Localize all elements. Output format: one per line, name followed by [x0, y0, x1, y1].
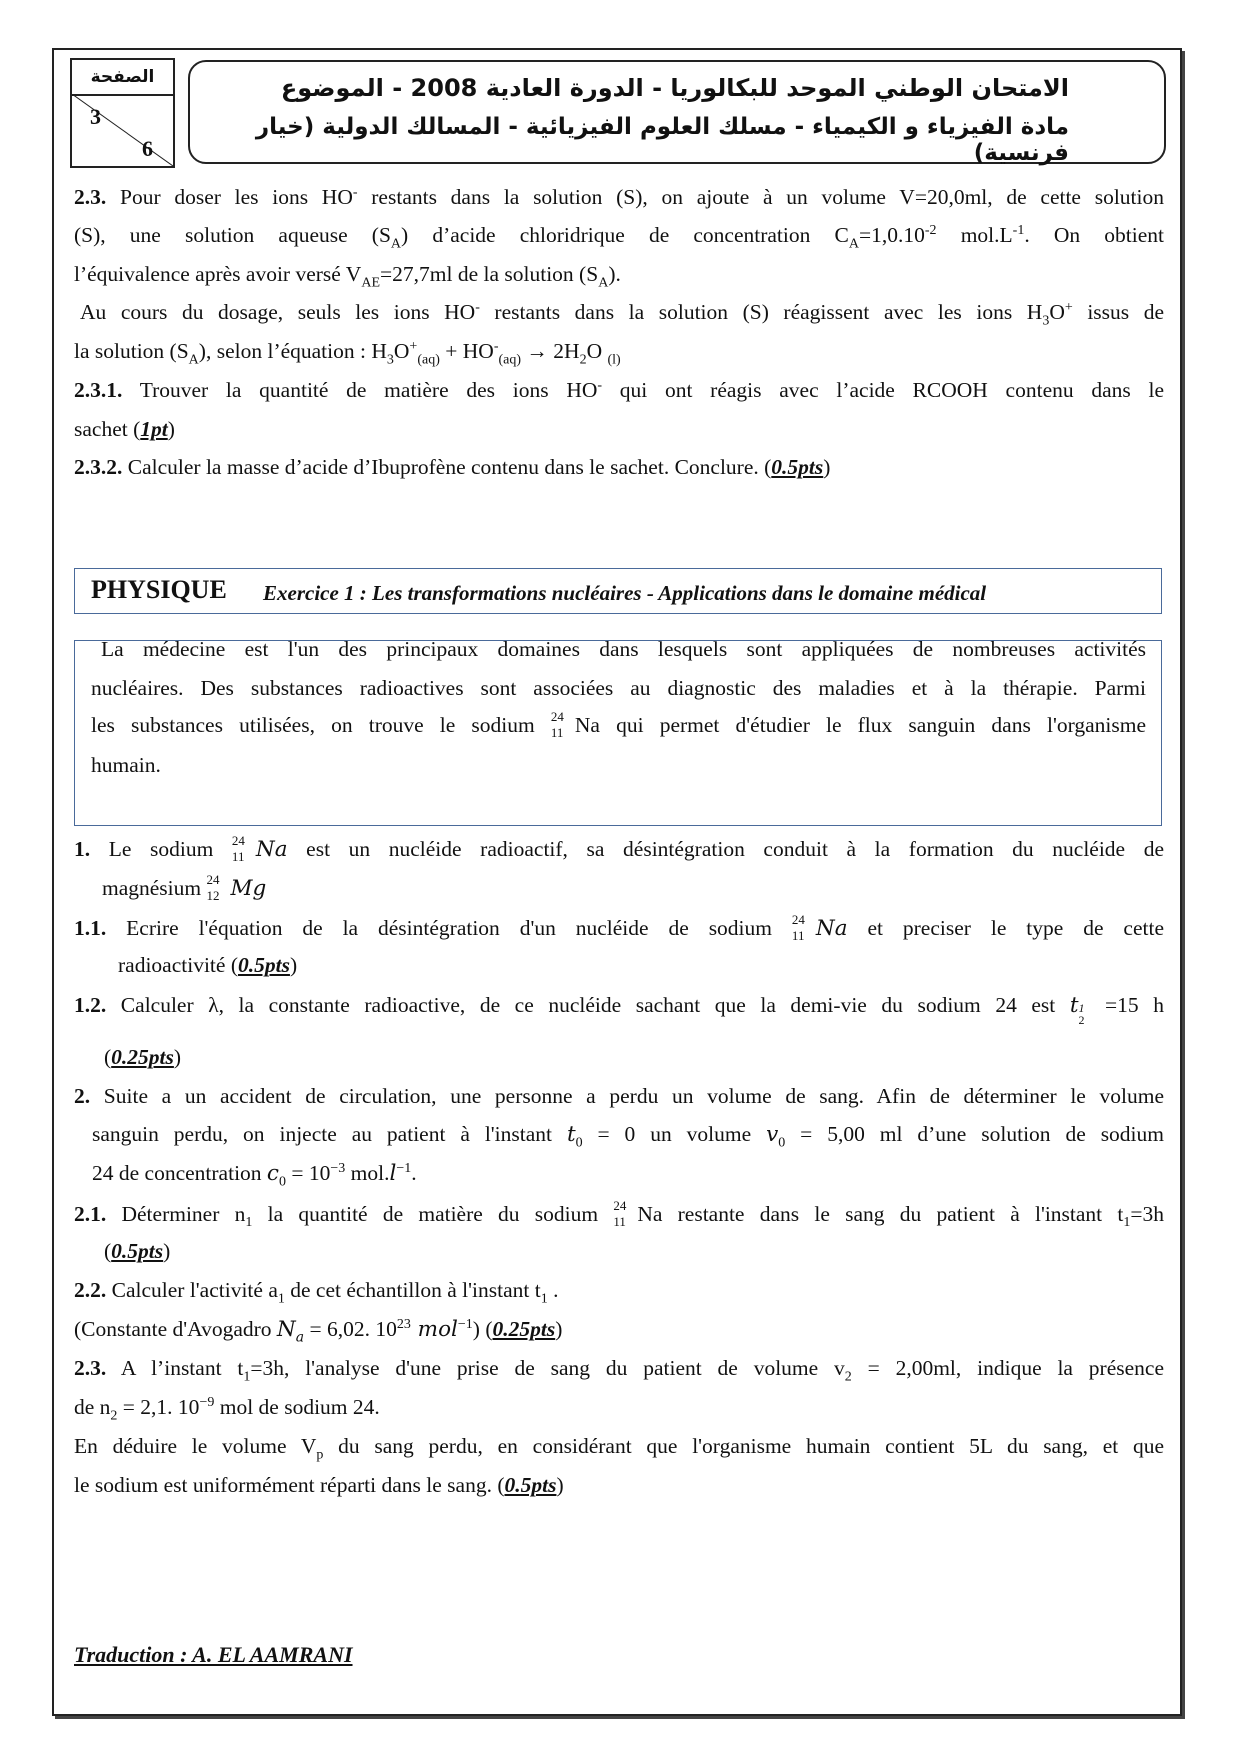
- physics-header: [74, 568, 1162, 614]
- page-number-box: [70, 58, 175, 168]
- section-title: PHYSIQUE: [91, 575, 227, 604]
- page-total: 6: [142, 136, 153, 161]
- question-1-2-cont: (0.25pts): [104, 1045, 182, 1069]
- intro-box: [74, 637, 1162, 826]
- chem-line-3: l’équivalence après avoir versé $V_{AE}=27,7ml$ de la solution $(S_A)$.: [74, 262, 621, 291]
- question-1-1: 1.1. Ecrire l'équation de la désintégration d'un nucléide de sodium 24 11 Na et preciser le type de cette: [74, 912, 1164, 943]
- intro-line-4: humain.: [91, 753, 161, 777]
- points-badge: 0.5pts: [504, 1473, 557, 1497]
- magnesium-nuclide: 24 12: [206, 872, 220, 903]
- question-2-2: 2.2. Calculer l'activité $a_1$ de cet échantillon à l'instant $t_1$ .: [74, 1278, 559, 1307]
- question-2-3-cont-3: le sodium est uniformément réparti dans le sang. (0.5pts): [74, 1473, 564, 1497]
- question-2-3-cont-1: de $n_2 = 2,1$. $10^{-9}$ mol de sodium 24.: [74, 1394, 380, 1424]
- points-badge: 1pt: [140, 417, 168, 441]
- intro-line-1: La médecine est l'un des principaux domaines dans lesquels sont appliquées de nombreuses activités: [101, 637, 1146, 661]
- question-2: 2. Suite a un accident de circulation, une personne a perdu un volume de sang. Afin de déterminer le volume: [74, 1084, 1164, 1108]
- chem-line-2: (S), une solution aqueuse $(S_A)$ d’acide chloridrique de concentration $C_A=1,0.10^{-2}$ $mol.L^{-1}$. On obtient: [74, 222, 1164, 252]
- points-badge: 0.25pts: [492, 1317, 556, 1341]
- question-2-3: 2.3. A l’instant $t_1=3h$, l'analyse d'une prise de sang du patient de volume $v_2 = 2,00ml$, indique la présence: [74, 1356, 1165, 1385]
- question-2-3-cont-2: En déduire le volume $V_p$ du sang perdu, en considérant que l'organisme humain contient 5L du sang, et que: [74, 1434, 1164, 1463]
- question-2-3-2: 2.3.2. Calculer la masse d’acide d’Ibuprofène contenu dans le sachet. Conclure. (0.5pts): [74, 455, 831, 479]
- question-2-cont-2: 24 de concentration $c_0 = 10^{-3}$ $mol.l^{-1}$.: [92, 1160, 417, 1190]
- avogadro-constant: (Constante d'Avogadro $N_a = 6,02$. $10^{23}$ mol$^{-1}$) (0.25pts): [74, 1316, 563, 1346]
- sodium-nuclide: 24 11: [550, 709, 564, 740]
- exam-title-box: [188, 60, 1166, 164]
- question-2-1: 2.1. Déterminer $n_1$ la quantité de matière du sodium 24 11 Na restante dans le sang du patient à l'instant $t_1=3h$: [74, 1198, 1164, 1231]
- question-2-1-cont: (0.5pts): [104, 1239, 171, 1263]
- chem-line-4: Au cours du dosage, seuls les ions HO- restants dans la solution (S) réagissent avec les ions $H_3O^+$ issus de: [80, 299, 1165, 329]
- question-2-3-1: 2.3.1. Trouver la quantité de matière des ions HO- qui ont réagis avec l’acide RCOOH contenu dans le: [74, 377, 1164, 402]
- exercise-title: Exercice 1 : Les transformations nucléaires - Applications dans le domaine médical: [263, 581, 987, 605]
- points-badge: 0.5pts: [237, 953, 290, 977]
- question-1: 1. Le sodium 24 11 Na est un nucléide radioactif, sa désintégration conduit à la formation du nucléide de: [74, 833, 1164, 864]
- intro-line-2: nucléaires. Des substances radioactives sont associées au diagnostic des maladies et à la thérapie. Parmi: [91, 676, 1146, 700]
- points-badge: 0.5pts: [111, 1239, 164, 1263]
- question-2-3-1-cont: sachet (1pt): [74, 417, 175, 441]
- chem-equation: la solution $(S_A)$, selon l’équation : $H_3O^+_{(aq)} + HO^-_{(aq)} \to 2H_2O$ $_{(l)}$: [74, 338, 621, 368]
- page-number: 3: [90, 104, 101, 129]
- question-2-cont-1: sanguin perdu, on injecte au patient à l'instant $t_0 = 0$ un volume $v_0 = 5,00$ ml d’une solution de sodium: [92, 1122, 1165, 1151]
- intro-line-3: les substances utilisées, on trouve le sodium 24 11 Na qui permet d'étudier le flux sanguin dans l'organisme: [91, 709, 1146, 740]
- chem-line-1: 2.3. Pour doser les ions HO- restants dans la solution (S), on ajoute à un volume V=20,0ml, de cette solution: [74, 184, 1164, 209]
- page-box-diagonal: [72, 94, 173, 166]
- points-badge: 0.25pts: [111, 1045, 174, 1069]
- translation-credit: Traduction : A. EL AAMRANI: [74, 1642, 353, 1667]
- exam-title: الامتحان الوطني الموحد للبكالوريا - الدورة العادية 2008 - الموضوع: [280, 74, 1069, 102]
- page-label: الصفحة: [72, 60, 173, 96]
- exam-subtitle: مادة الفيزياء و الكيمياء - مسلك العلوم الفيزيائية - المسالك الدولية (خيار فرنسية): [255, 114, 1069, 166]
- question-1-1-cont: radioactivité (0.5pts): [118, 953, 298, 977]
- points-badge: 0.5pts: [771, 455, 824, 479]
- question-1-2: 1.2. Calculer λ, la constante radioactive, de ce nucléide sachant que la demi-vie du sodium 24 est t 1 2 =15 h: [74, 993, 1164, 1027]
- question-1-cont: magnésium 24 12 Mg: [102, 872, 267, 903]
